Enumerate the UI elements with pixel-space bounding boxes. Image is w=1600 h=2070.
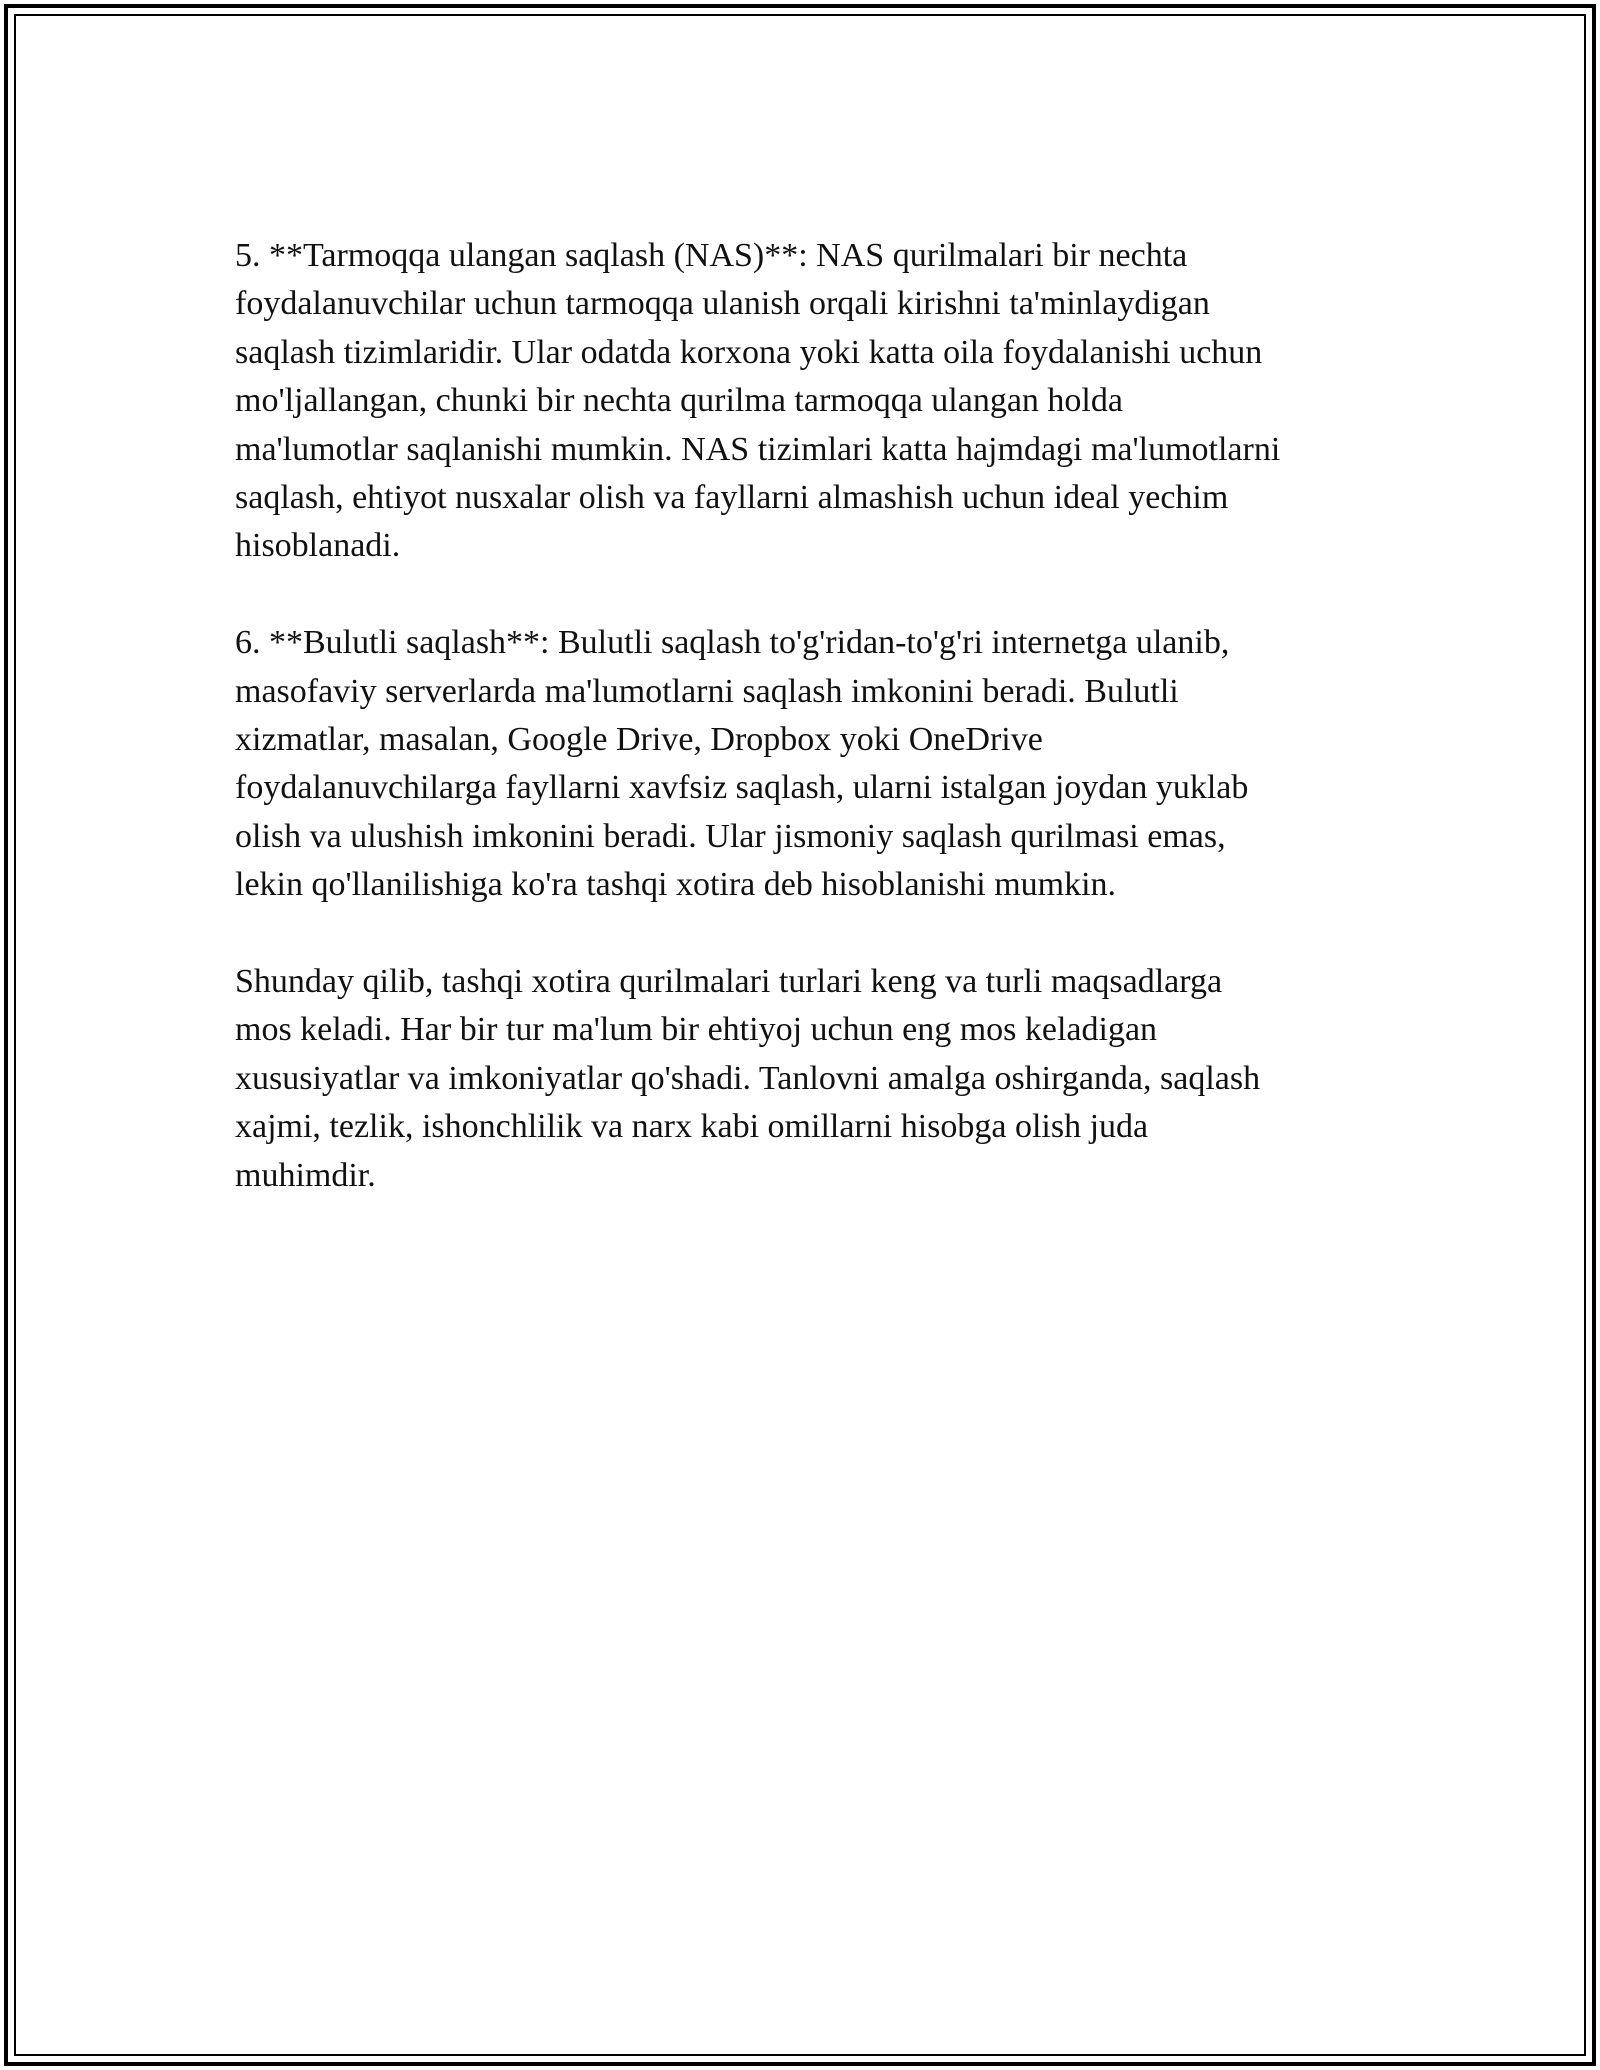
text-line: 6. **Bulutli saqlash**: Bulutli saqlash to'g'ridan-to'g'ri internetga ulanib, <box>235 624 1230 662</box>
text-line: xizmatlar, masalan, Google Drive, Dropbox yoki OneDrive <box>235 721 1043 759</box>
text-line: saqlash tizimlaridir. Ular odatda korxona yoki katta oila foydalanishi uchun <box>235 333 1263 371</box>
paragraph-nas <box>235 232 1385 571</box>
text-line: mo'ljallangan, chunki bir nechta qurilma tarmoqqa ulangan holda <box>235 382 1123 420</box>
text-line: lekin qo'llanilishiga ko'ra tashqi xotira deb hisoblanishi mumkin. <box>235 866 1117 904</box>
text-line: xususiyatlar va imkoniyatlar qo'shadi. Tanlovni amalga oshirganda, saqlash <box>235 1059 1261 1097</box>
text-line: saqlash, ehtiyot nusxalar olish va fayllarni almashish uchun ideal yechim <box>235 479 1229 517</box>
text-line: foydalanuvchilar uchun tarmoqqa ulanish orqali kirishni ta'minlaydigan <box>235 285 1210 323</box>
text-line: olish va ulushish imkonini beradi. Ular jismoniy saqlash qurilmasi emas, <box>235 817 1226 855</box>
text-line: masofaviy serverlarda ma'lumotlarni saqlash imkonini beradi. Bulutli <box>235 672 1179 710</box>
text-line: xajmi, tezlik, ishonchlilik va narx kabi omillarni hisobga olish juda <box>235 1108 1149 1146</box>
text-line: muhimdir. <box>235 1156 376 1194</box>
text-line: hisoblanadi. <box>235 527 401 565</box>
text-line: foydalanuvchilarga fayllarni xavfsiz saqlash, ularni istalgan joydan yuklab <box>235 769 1249 807</box>
text-line: Shunday qilib, tashqi xotira qurilmalari turlari keng va turli maqsadlarga <box>235 963 1223 1001</box>
document-body <box>235 232 1385 1248</box>
paragraph-conclusion <box>235 958 1385 1200</box>
text-line: 5. **Tarmoqqa ulangan saqlash (NAS)**: NAS qurilmalari bir nechta <box>235 237 1188 274</box>
paragraph-cloud-storage <box>235 619 1385 909</box>
text-line: ma'lumotlar saqlanishi mumkin. NAS tizimlari katta hajmdagi ma'lumotlarni <box>235 430 1281 468</box>
text-line: mos keladi. Har bir tur ma'lum bir ehtiyoj uchun eng mos keladigan <box>235 1011 1158 1049</box>
